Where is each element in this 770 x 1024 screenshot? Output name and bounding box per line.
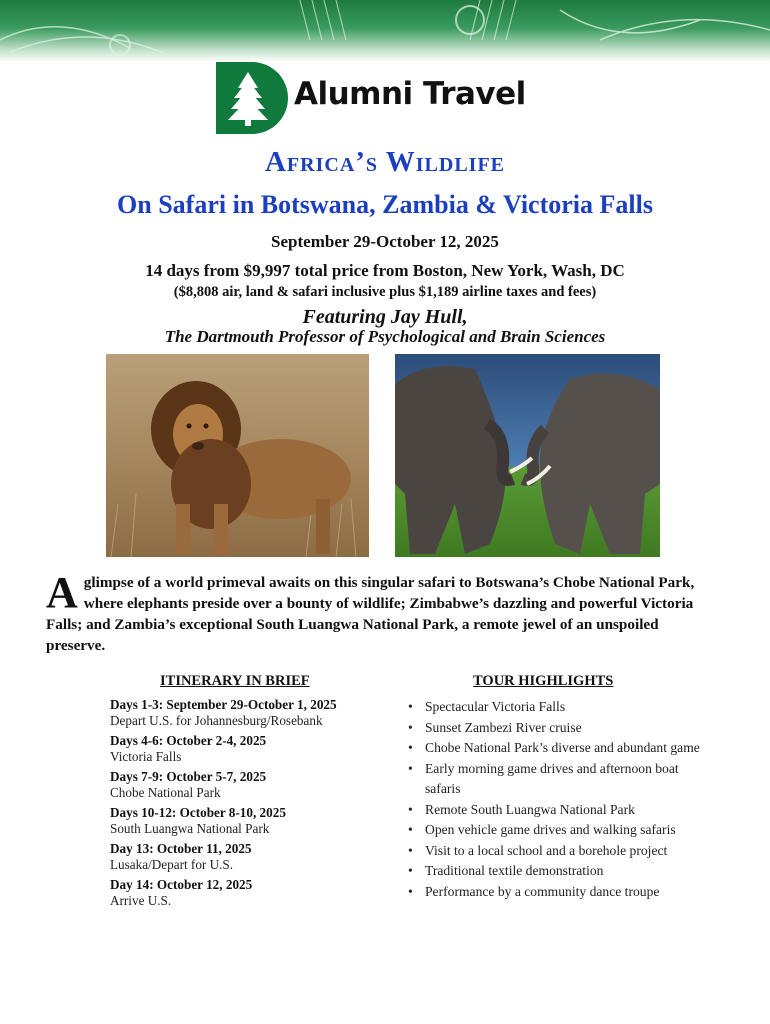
- highlight-item: • Visit to a local school and a borehole project: [408, 841, 708, 862]
- logo-text: Alumni Travel: [294, 76, 526, 112]
- itinerary-item: [110, 733, 370, 765]
- highlights-list: [408, 697, 708, 902]
- itinerary-item: [110, 841, 370, 873]
- highlight-item: • Early morning game drives and afternoon boat safaris: [408, 759, 708, 800]
- intro-text: glimpse of a world primeval awaits on this singular safari to Botswana’s Chobe National Park, where elephants preside over a bounty of wildlife; Zimbabwe’s dazzling and powerful Victoria Falls; and Zambia’s exceptional South Luangwa National Park, a remote jewel of an unspoiled preserve.: [46, 574, 695, 654]
- decorative-banner: [0, 0, 770, 62]
- alumni-travel-logo: [216, 62, 561, 134]
- highlights-heading: TOUR HIGHLIGHTS: [473, 673, 614, 689]
- itinerary-item: [110, 697, 370, 729]
- featuring-host: Featuring Jay Hull,: [302, 306, 468, 328]
- itinerary-desc: Lusaka/Depart for U.S.: [110, 857, 234, 872]
- itinerary-desc: Victoria Falls: [110, 749, 182, 764]
- highlight-item: • Remote South Luangwa National Park: [408, 800, 708, 821]
- featuring-host-title: The Dartmouth Professor of Psychological and Brain Sciences: [164, 327, 606, 346]
- itinerary-desc: Chobe National Park: [110, 785, 221, 800]
- itinerary-desc: Arrive U.S.: [110, 893, 172, 908]
- highlight-item: • Spectacular Victoria Falls: [408, 697, 708, 718]
- itinerary-heading: ITINERARY IN BRIEF: [160, 673, 310, 689]
- itinerary-item: [110, 805, 370, 837]
- page-title: Africa’s Wildlife: [264, 146, 506, 178]
- price-note: ($8,808 air, land & safari inclusive plus $1,189 airline taxes and fees): [173, 284, 597, 300]
- itinerary-item: [110, 769, 370, 801]
- highlight-item: • Performance by a community dance troupe: [408, 882, 708, 903]
- itinerary-desc: South Luangwa National Park: [110, 821, 270, 836]
- highlight-item: • Traditional textile demonstration: [408, 861, 708, 882]
- trip-dates: September 29-October 12, 2025: [271, 232, 499, 251]
- lion-photo: [106, 354, 369, 557]
- drop-cap: A: [46, 568, 78, 617]
- highlight-item: • Open vehicle game drives and walking safaris: [408, 820, 708, 841]
- itinerary-day: Day 13: October 11, 2025: [110, 841, 252, 856]
- itinerary-item: [110, 877, 370, 909]
- itinerary-day: Days 10-12: October 8-10, 2025: [110, 805, 286, 820]
- itinerary-day: Days 4-6: October 2-4, 2025: [110, 733, 267, 748]
- intro-paragraph: [46, 568, 718, 656]
- itinerary-day: Day 14: October 12, 2025: [110, 877, 253, 892]
- itinerary-list: [110, 697, 370, 913]
- elephants-photo: [395, 354, 660, 557]
- highlight-item: • Sunset Zambezi River cruise: [408, 718, 708, 739]
- dartmouth-pine-d-icon: [216, 62, 288, 134]
- itinerary-day: Days 7-9: October 5-7, 2025: [110, 769, 267, 784]
- itinerary-desc: Depart U.S. for Johannesburg/Rosebank: [110, 713, 323, 728]
- itinerary-day: Days 1-3: September 29-October 1, 2025: [110, 697, 337, 712]
- page-subtitle: On Safari in Botswana, Zambia & Victoria Falls: [117, 190, 653, 219]
- highlight-item: • Chobe National Park’s diverse and abundant game: [408, 738, 708, 759]
- trip-price: 14 days from $9,997 total price from Boston, New York, Wash, DC: [145, 261, 625, 280]
